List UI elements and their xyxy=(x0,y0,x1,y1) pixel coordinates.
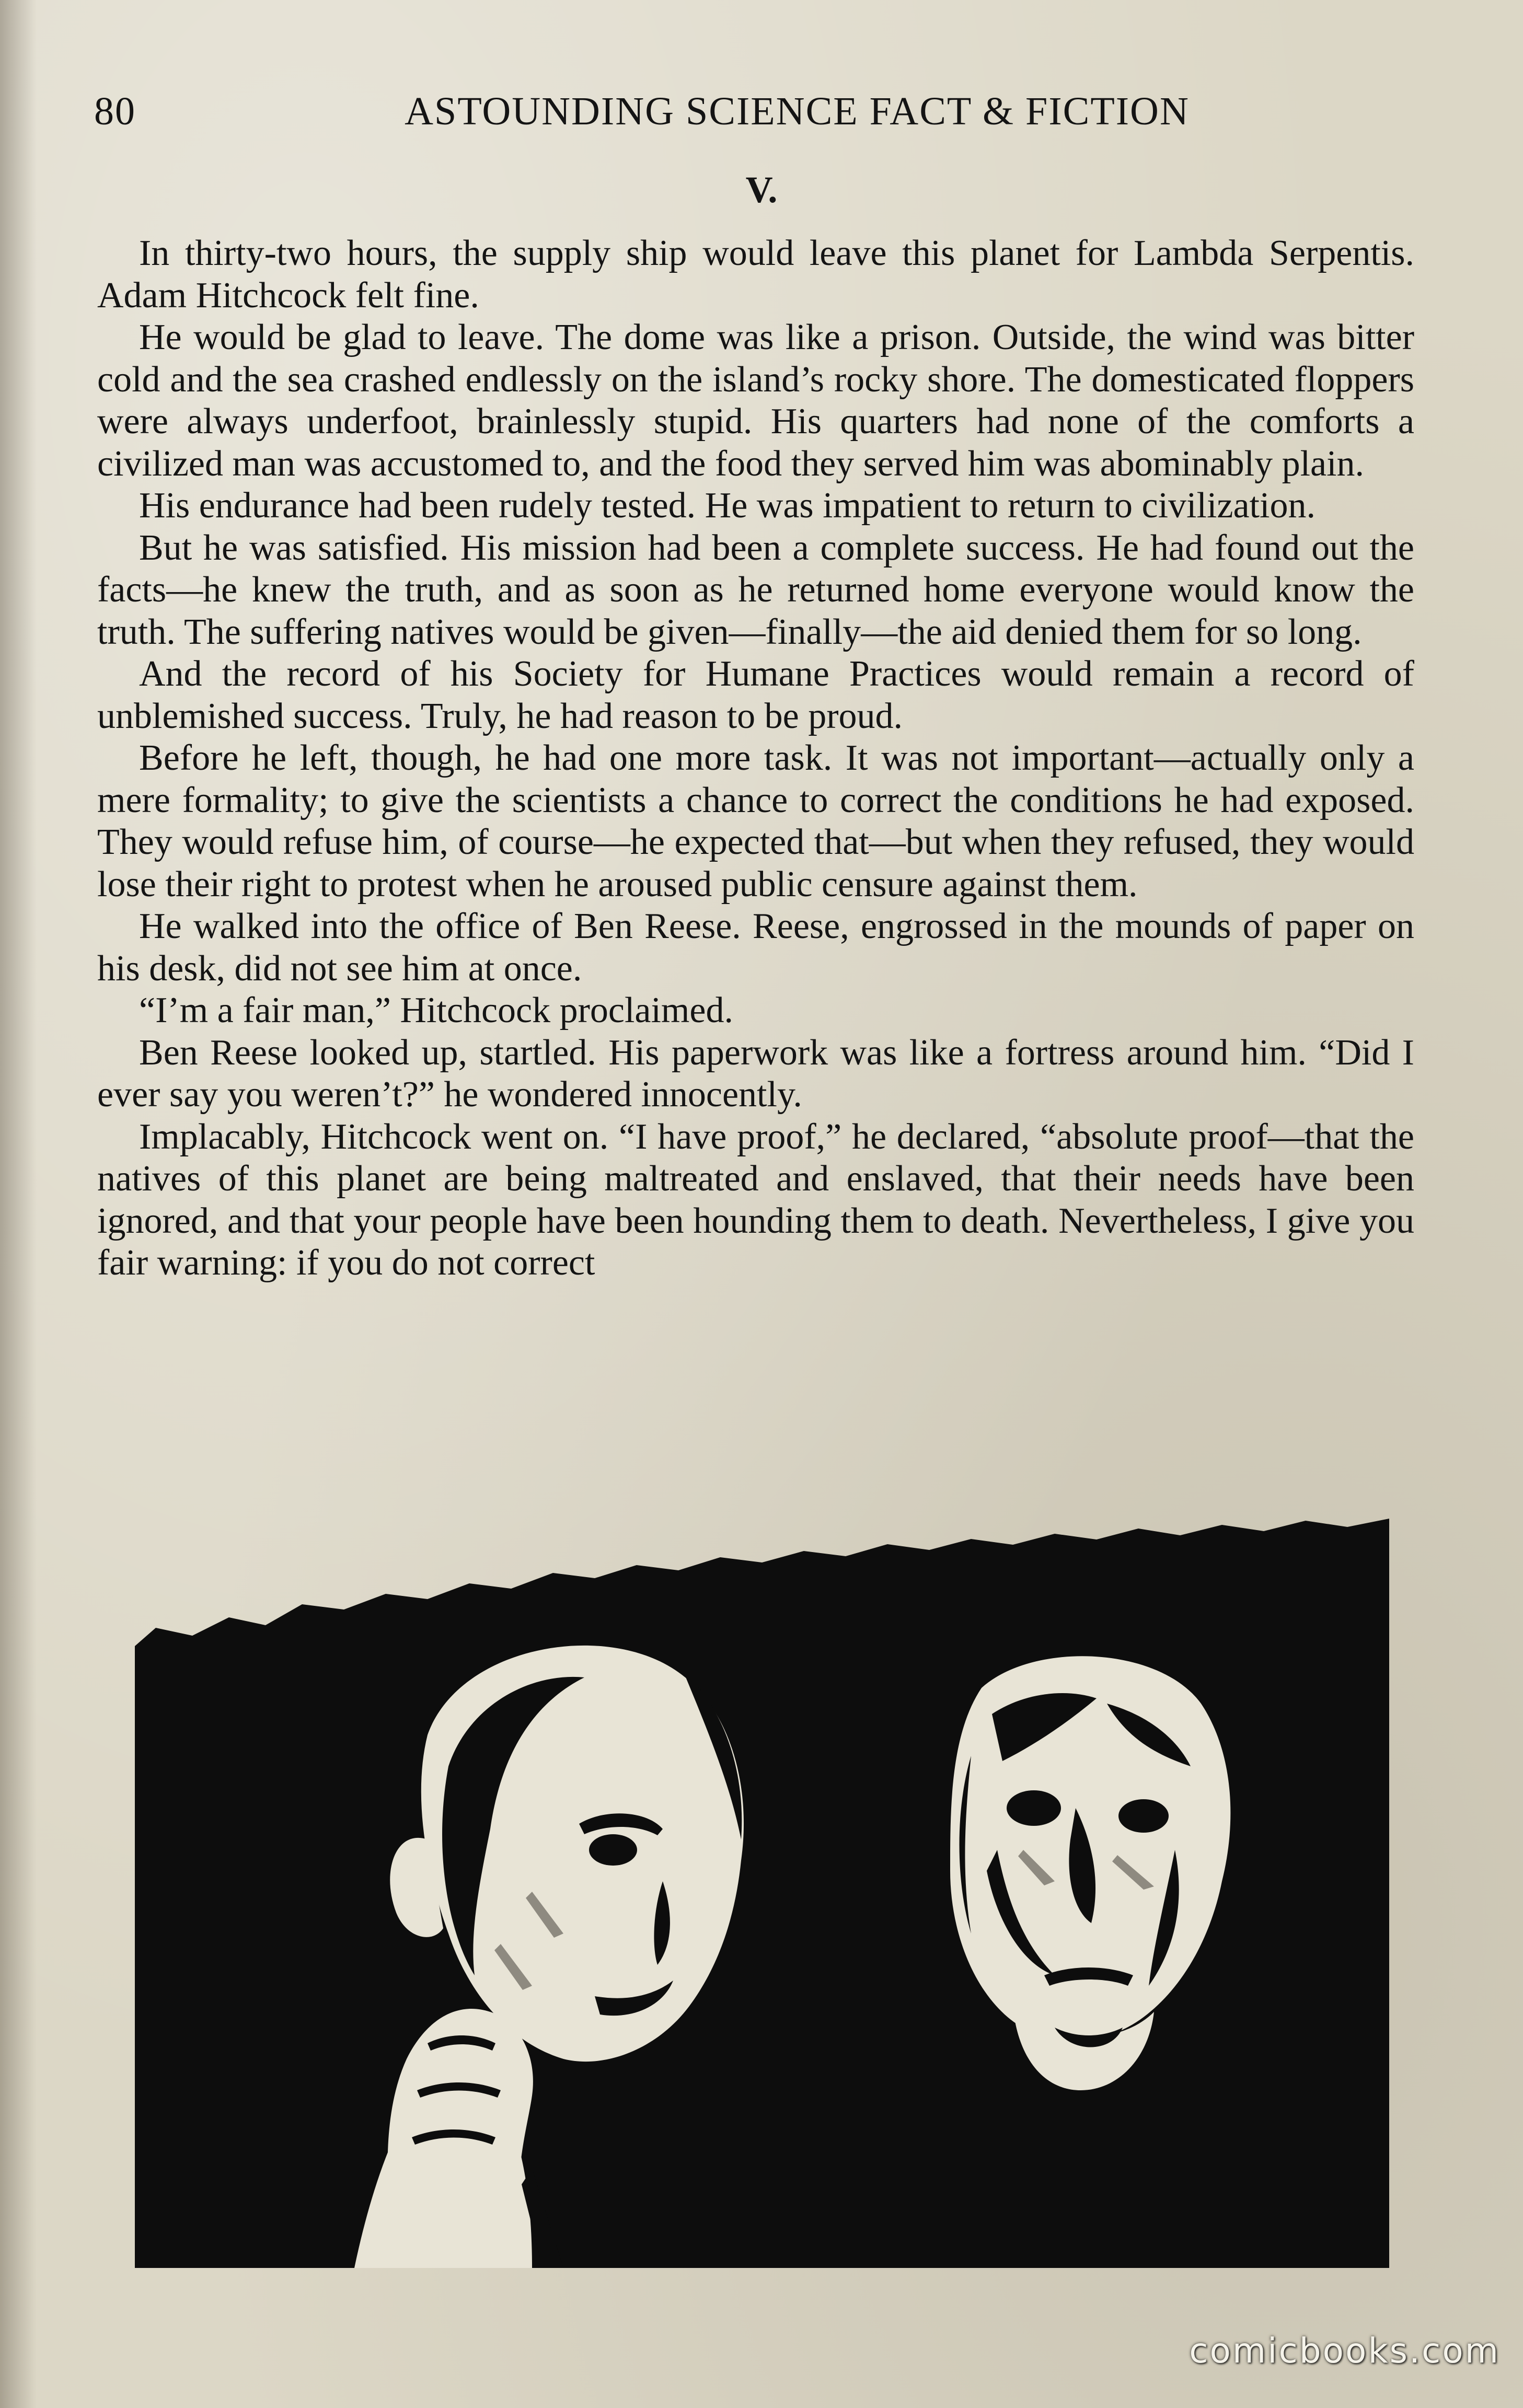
paragraph: In thirty-two hours, the supply ship would leave this planet for Lambda Serpentis. Adam Hitchcock felt fine. xyxy=(97,233,1414,316)
story-text xyxy=(97,233,1414,1284)
paragraph: And the record of his Society for Humane Practices would remain a record of unblemished success. Truly, he had reason to be proud. xyxy=(97,654,1414,736)
paragraph: He walked into the office of Ben Reese. Reese, engrossed in the mounds of paper on his desk, did not see him at once. xyxy=(97,906,1414,989)
running-head: ASTOUNDING SCIENCE FACT & FICTION xyxy=(405,89,1190,133)
paragraph: Before he left, though, he had one more task. It was not important—actually only a mere formality; to give the scientists a chance to correct the conditions he had exposed. They would refuse him, of course—he expected that—but when they refused, they would lose their right to protest when he aroused public censure against them. xyxy=(97,738,1414,905)
section-heading: V. xyxy=(745,169,778,211)
paragraph: Ben Reese looked up, startled. His paperwork was like a fortress around him. “Did I ever say you weren’t?” he wondered innocently. xyxy=(97,1032,1414,1115)
paragraph: He would be glad to leave. The dome was like a prison. Outside, the wind was bitter cold and the sea crashed endlessly on the island’s rocky shore. The domesticated floppers were always underfoot, brainlessly stupid. His quarters had none of the comforts a civilized man was accustomed to, and the food they served him was abominably plain. xyxy=(97,317,1414,484)
paragraph: Implacably, Hitchcock went on. “I have proof,” he declared, “absolute proof—that the natives of this planet are being maltreated and enslaved, that their needs have been ignored, and that your people have been hounding them to death. Nevertheless, I give you fair warning: if you do not correct xyxy=(97,1116,1414,1283)
spine-shadow xyxy=(0,0,37,2408)
story-illustration xyxy=(135,1515,1389,2268)
watermark: comicbooks.com xyxy=(1189,2331,1500,2371)
paragraph: “I’m a fair man,” Hitchcock proclaimed. xyxy=(139,990,733,1031)
page-header xyxy=(94,84,1416,146)
illustration-two-faces xyxy=(135,1515,1389,2268)
page-number: 80 xyxy=(94,89,136,133)
paragraph: His endurance had been rudely tested. He was impatient to return to civilization. xyxy=(139,485,1316,526)
paragraph: But he was satisfied. His mission had been a complete success. He had found out the facts—he knew the truth, and as soon as he returned home everyone would know the truth. The suffering natives would be given—finally—the aid denied them for so long. xyxy=(97,527,1414,652)
